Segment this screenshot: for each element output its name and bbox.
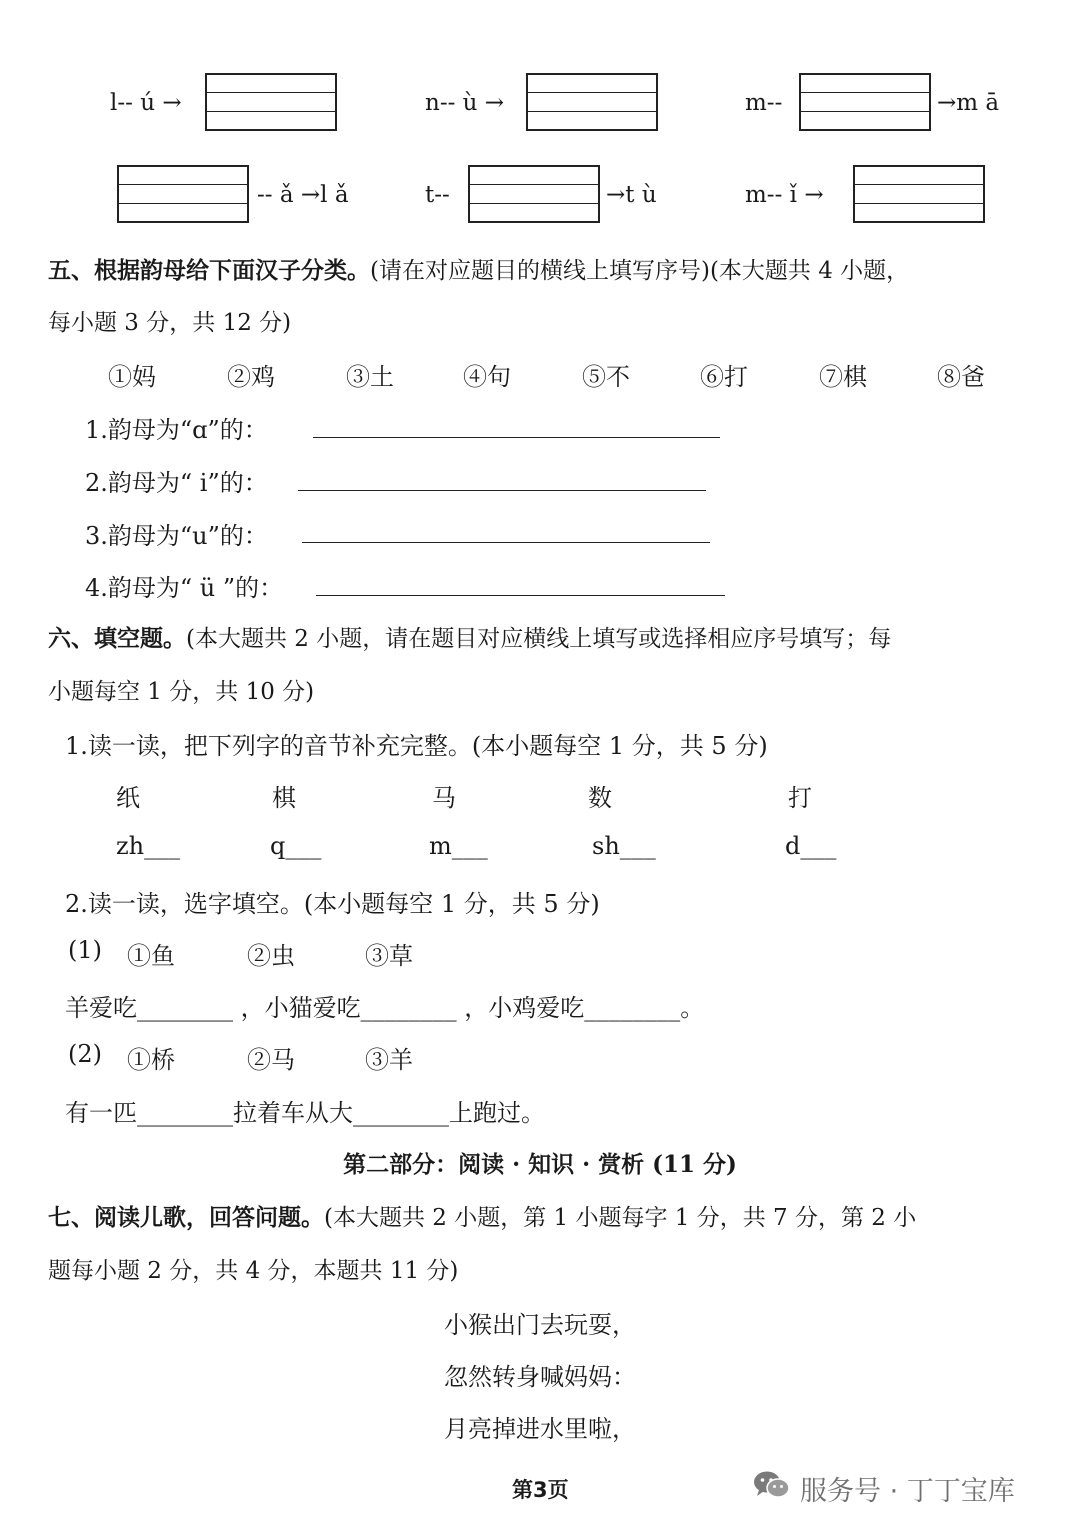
- pinyin-suffix-5: →t ù: [606, 182, 657, 208]
- char-2: 棋: [272, 784, 296, 812]
- sub1-label: (1): [68, 936, 102, 964]
- sub2-sentence[interactable]: 有一匹________拉着车从大________上跑过。: [65, 1099, 545, 1127]
- section7-title: 七、阅读儿歌，回答问题。: [48, 1204, 324, 1231]
- section6-note-cont: 小题每空 1 分，共 10 分): [48, 679, 315, 705]
- writing-grid-5[interactable]: [468, 165, 600, 223]
- question-5-4: 4.韵母为“ ü ”的：: [85, 574, 284, 602]
- sub1-option-3: ③草: [365, 942, 413, 970]
- syllable-2[interactable]: q___: [270, 832, 322, 860]
- syllable-4[interactable]: sh___: [592, 832, 656, 860]
- syllable-3[interactable]: m___: [429, 832, 488, 860]
- pinyin-suffix-3: →m ā: [937, 90, 1000, 116]
- option-7: ⑦棋: [819, 363, 867, 391]
- answer-line-5-1[interactable]: [313, 437, 720, 438]
- sub1-option-2: ②虫: [247, 942, 295, 970]
- poem-line-2: 忽然转身喊妈妈：: [444, 1363, 636, 1391]
- poem-line-3: 月亮掉进水里啦，: [444, 1415, 636, 1443]
- option-6: ⑥打: [700, 363, 748, 391]
- pinyin-suffix-4: -- ǎ →l ǎ: [257, 182, 349, 208]
- section5-title: 五、根据韵母给下面汉子分类。: [48, 257, 370, 284]
- sub2-label: (2): [68, 1040, 102, 1068]
- question-5-3: 3.韵母为“u”的：: [85, 522, 268, 550]
- option-2: ②鸡: [227, 363, 275, 391]
- pinyin-prefix-1: l-- ú →: [110, 90, 182, 116]
- section7-heading: [48, 1199, 916, 1232]
- question-5-1: 1.韵母为“ɑ”的：: [85, 416, 268, 444]
- option-8: ⑧爸: [937, 363, 985, 391]
- syllable-1[interactable]: zh___: [116, 832, 181, 860]
- writing-grid-4[interactable]: [117, 165, 249, 223]
- section5-note: (请在对应题目的横线上填写序号)(本大题共 4 小题，: [370, 258, 910, 284]
- option-4: ④句: [463, 363, 511, 391]
- section7-note-cont: 题每小题 2 分，共 4 分，本题共 11 分): [48, 1258, 459, 1284]
- question-6-2: 2.读一读，选字填空。(本小题每空 1 分，共 5 分): [65, 890, 600, 918]
- syllable-5[interactable]: d___: [785, 832, 837, 860]
- section6-title: 六、填空题。: [48, 625, 186, 652]
- char-4: 数: [588, 784, 612, 812]
- page-number: 第3页: [512, 1478, 569, 1502]
- answer-line-5-3[interactable]: [302, 542, 710, 543]
- question-5-2: 2.韵母为“ i”的：: [85, 469, 268, 497]
- section6-heading-cont: [48, 673, 314, 706]
- section6-note: (本大题共 2 小题，请在题目对应横线上填写或选择相应序号填写；每: [186, 626, 892, 652]
- char-3: 马: [432, 784, 456, 812]
- wechat-icon: [752, 1470, 792, 1500]
- pinyin-prefix-3: m--: [745, 90, 783, 116]
- sub1-sentence[interactable]: 羊爱吃________ ，小猫爱吃________ ，小鸡爱吃________。: [65, 994, 705, 1022]
- section7-heading-cont: [48, 1252, 458, 1285]
- sub2-option-3: ③羊: [365, 1046, 413, 1074]
- section5-heading-cont: [48, 304, 291, 337]
- section7-note: (本大题共 2 小题，第 1 小题每字 1 分，共 7 分，第 2 小: [324, 1205, 917, 1231]
- poem-line-1: 小猴出门去玩耍，: [444, 1311, 636, 1339]
- answer-line-5-4[interactable]: [316, 595, 725, 596]
- writing-grid-2[interactable]: [526, 73, 658, 131]
- char-1: 纸: [116, 784, 140, 812]
- question-6-1: 1.读一读，把下列字的音节补充完整。(本小题每空 1 分，共 5 分): [65, 732, 768, 760]
- section5-heading: [48, 252, 909, 285]
- pinyin-prefix-2: n-- ù →: [425, 90, 505, 116]
- option-3: ③土: [346, 363, 394, 391]
- part2-title: 第二部分：阅读 · 知识 · 赏析 (11 分): [343, 1151, 737, 1178]
- section6-heading: [48, 620, 891, 653]
- option-1: ①妈: [108, 363, 156, 391]
- writing-grid-1[interactable]: [205, 73, 337, 131]
- answer-line-5-2[interactable]: [298, 490, 706, 491]
- sub2-option-1: ①桥: [127, 1046, 175, 1074]
- sub1-option-1: ①鱼: [127, 942, 175, 970]
- pinyin-prefix-6: m-- ǐ →: [745, 182, 824, 208]
- char-5: 打: [788, 784, 812, 812]
- option-5: ⑤不: [582, 363, 630, 391]
- watermark-text: 服务号 · 丁丁宝库: [800, 1476, 1015, 1507]
- sub2-option-2: ②马: [247, 1046, 295, 1074]
- section5-note-cont: 每小题 3 分，共 12 分): [48, 310, 292, 336]
- writing-grid-3[interactable]: [799, 73, 931, 131]
- writing-grid-6[interactable]: [853, 165, 985, 223]
- pinyin-prefix-5: t--: [425, 182, 450, 208]
